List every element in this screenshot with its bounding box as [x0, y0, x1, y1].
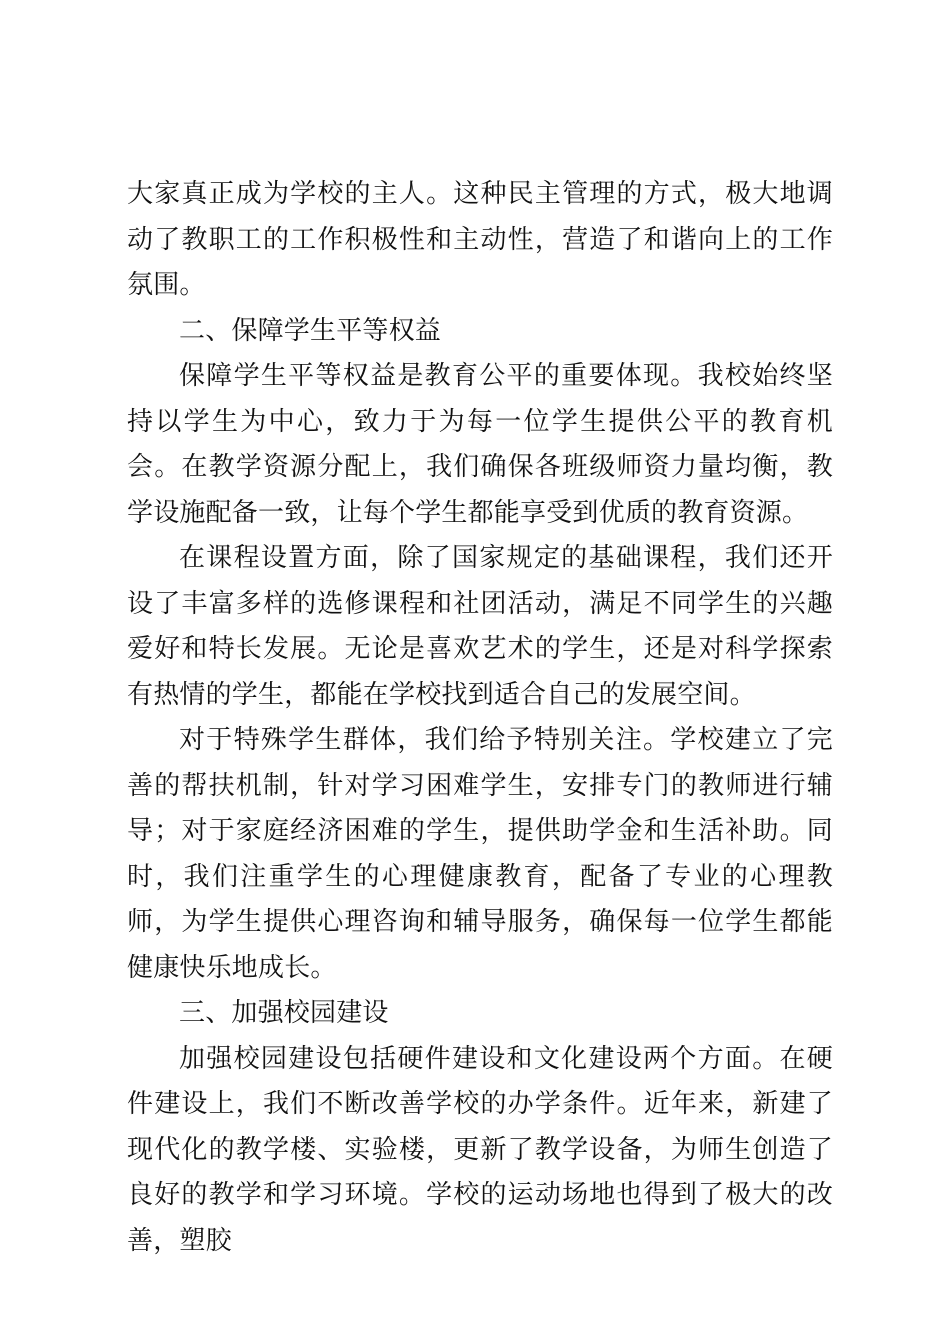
paragraph-democratic-management: 大家真正成为学校的主人。这种民主管理的方式，极大地调动了教职工的工作积极性和主动性，营造了和谐向上的工作氛围。: [127, 179, 833, 300]
paragraph-equal-rights-intro: 保障学生平等权益是教育公平的重要体现。我校始终坚持以学生为中心，致力于为每一位学生提供公平的教育机会。在教学资源分配上，我们确保各班级师资力量均衡，教学设施配备一致，让每个学生都能享受到优质的教育资源。: [127, 361, 833, 528]
paragraph-special-groups: 对于特殊学生群体，我们给予特别关注。学校建立了完善的帮扶机制，针对学习困难学生，安排专门的教师进行辅导；对于家庭经济困难的学生，提供助学金和生活补助。同时，我们注重学生的心理健康教育，配备了专业的心理教师，为学生提供心理咨询和辅导服务，确保每一位学生都能健康快乐地成长。: [127, 725, 833, 983]
paragraph-campus-construction: 加强校园建设包括硬件建设和文化建设两个方面。在硬件建设上，我们不断改善学校的办学条件。近年来，新建了现代化的教学楼、实验楼，更新了教学设备，为师生创造了良好的教学和学习环境。学校的运动场地也得到了极大的改善，塑胶: [127, 1043, 833, 1256]
document-body: [127, 172, 833, 1264]
section-heading-equal-rights: 二、保障学生平等权益: [179, 315, 442, 346]
section-heading-campus-construction: 三、加强校园建设: [179, 998, 389, 1028]
paragraph-curriculum: 在课程设置方面，除了国家规定的基础课程，我们还开设了丰富多样的选修课程和社团活动，满足不同学生的兴趣爱好和特长发展。无论是喜欢艺术的学生，还是对科学探索有热情的学生，都能在学校找到适合自己的发展空间。: [127, 543, 833, 710]
